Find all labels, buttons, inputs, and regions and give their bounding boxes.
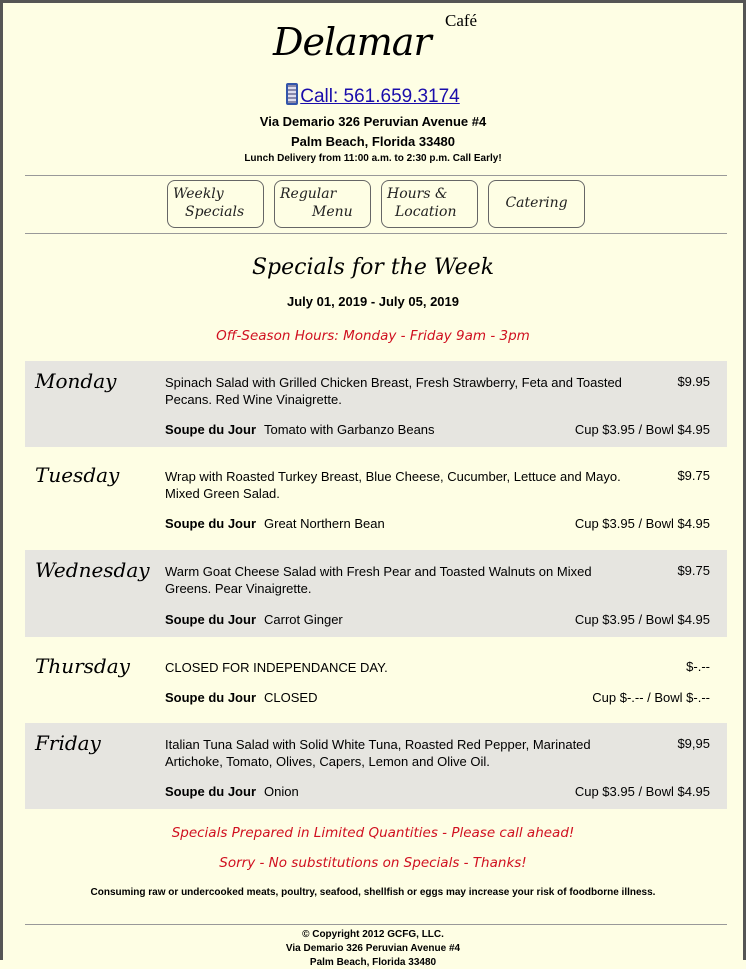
page-title: Specials for the Week [251,255,495,280]
divider [25,924,727,925]
special-row-tuesday [25,455,727,541]
day-name: Wednesday [35,558,150,582]
call-line [3,83,743,108]
nav-label: Menu [312,204,353,220]
soup-price: Cup $3.95 / Bowl $4.95 [574,422,710,437]
soup-label: Soupe du Jour [165,516,256,531]
nav-regular-menu[interactable] [274,180,371,228]
special-row-thursday [25,646,727,715]
special-price: $9.95 [677,374,710,389]
nav-label: Regular [280,186,337,202]
address-line-2: Palm Beach, Florida 33480 [290,134,456,149]
divider [25,175,727,176]
special-description: Warm Goat Cheese Salad with Fresh Pear and Toasted Walnuts on Mixed Greens. Pear Vinaigrette. [165,564,592,596]
special-price: $9,95 [677,736,710,751]
no-substitution-note: Sorry - No substitutions on Specials - Thanks! [219,855,527,871]
soup-price: Cup $3.95 / Bowl $4.95 [574,784,710,799]
nav-label: Specials [185,204,245,220]
nav-weekly-specials[interactable] [167,180,264,228]
cafe-logo[interactable] [273,7,493,71]
limited-note: Specials Prepared in Limited Quantities - Please call ahead! [171,825,575,841]
divider [25,233,727,234]
special-description: Italian Tuna Salad with Solid White Tuna, Roasted Red Pepper, Marinated Artichoke, Tomato, Olives, Capers, Lemon and Olive Oil. [165,737,591,769]
special-price: $9.75 [677,468,710,483]
call-link[interactable]: Call: 561.659.3174 [300,86,460,107]
special-price: $9.75 [677,563,710,578]
soup-price: Cup $3.95 / Bowl $4.95 [574,516,710,531]
nav-label: Hours & [387,186,448,202]
soup-line [165,612,343,627]
nav-catering[interactable] [488,180,585,228]
soup-line [165,784,299,799]
special-price: $-.-- [686,659,710,674]
soup-line [165,422,435,437]
special-description: Spinach Salad with Grilled Chicken Breast, Fresh Strawberry, Feta and Toasted Pecans. Red Wine Vinaigrette. [165,375,622,407]
special-description: CLOSED FOR INDEPENDANCE DAY. [165,660,388,675]
soup-label: Soupe du Jour [165,422,256,437]
soup-name: Onion [264,784,299,799]
soup-name: Tomato with Garbanzo Beans [264,422,435,437]
copyright: © Copyright 2012 GCFG, LLC. [302,929,444,940]
day-name: Thursday [35,654,130,678]
footer-address-1: Via Demario 326 Peruvian Avenue #4 [285,943,461,954]
soup-label: Soupe du Jour [165,784,256,799]
nav-label: Weekly [173,186,224,202]
special-row-wednesday [25,550,727,637]
soup-price: Cup $3.95 / Bowl $4.95 [574,612,710,627]
special-description: Wrap with Roasted Turkey Breast, Blue Cheese, Cucumber, Lettuce and Mayo. Mixed Green Salad. [165,469,621,501]
cell-phone-icon [286,83,298,105]
soup-name: Great Northern Bean [264,516,385,531]
nav-label: Catering [505,195,568,211]
logo-script: Delamar [273,20,431,64]
special-row-friday [25,723,727,809]
soup-line [165,690,317,705]
food-warning: Consuming raw or undercooked meats, poultry, seafood, shellfish or eggs may increase your risk of foodborne illness. [90,887,656,898]
logo-cafe: Café [445,11,478,30]
soup-line [165,516,385,531]
soup-name: CLOSED [264,690,318,705]
day-name: Friday [35,731,101,755]
soup-label: Soupe du Jour [165,690,256,705]
week-dates: July 01, 2019 - July 05, 2019 [286,294,459,309]
delivery-note: Lunch Delivery from 11:00 a.m. to 2:30 p.m. Call Early! [244,153,502,164]
footer-address-2: Palm Beach, Florida 33480 [309,957,437,968]
nav-hours-location[interactable] [381,180,478,228]
soup-name: Carrot Ginger [264,612,343,627]
nav-bar [167,180,585,228]
day-name: Monday [35,369,117,393]
address-line-1: Via Demario 326 Peruvian Avenue #4 [259,114,487,129]
hours-note: Off-Season Hours: Monday - Friday 9am - 3pm [216,328,530,344]
day-name: Tuesday [35,463,120,487]
soup-label: Soupe du Jour [165,612,256,627]
special-row-monday [25,361,727,447]
nav-label: Location [395,204,457,220]
soup-price: Cup $-.-- / Bowl $-.-- [592,690,710,705]
